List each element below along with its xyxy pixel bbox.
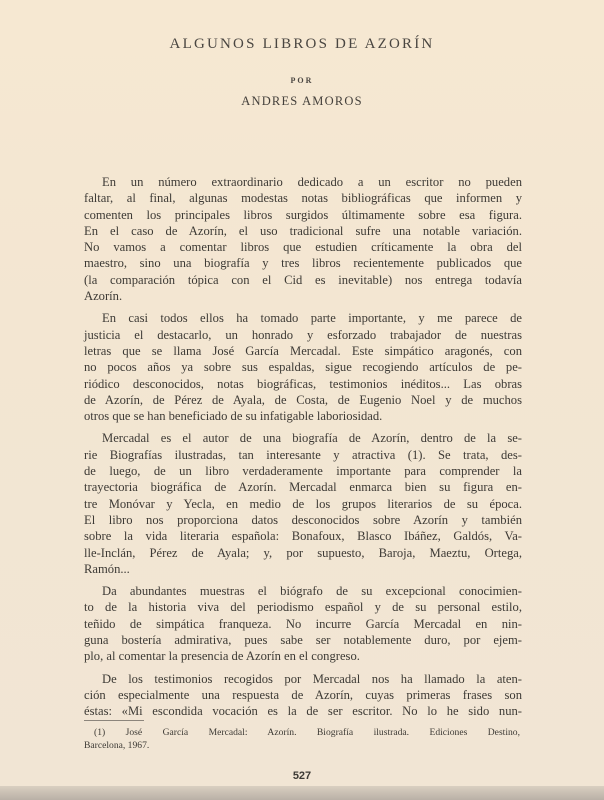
paragraph	[84, 174, 522, 304]
article-body	[84, 174, 522, 726]
text-line: trayectoria biográfica de Azorín. Mercadal enmarca bien su figura en-	[84, 480, 522, 495]
text-line: letras que se llama José García Mercadal. Este simpático aragonés, con	[84, 343, 522, 358]
author-name: ANDRES AMOROS	[241, 94, 363, 108]
text-line: En un número extraordinario dedicado a un escritor no pueden	[102, 175, 522, 189]
text-line: faltar, al final, algunas modestas notas bibliográficas que informen y	[84, 191, 522, 206]
text-line: guna bostería admirativa, pues sabe ser notablemente duro, por ejem-	[84, 633, 522, 648]
text-line: En casi todos ellos ha tomado parte importante, y me parece de	[102, 311, 522, 326]
footnote-line: Barcelona, 1967.	[84, 739, 150, 751]
text-line: éstas: «Mi escondida vocación es la de ser escritor. No lo he sido nun-	[84, 704, 522, 719]
text-line: sobre la vida literaria española: Bonafoux, Blasco Ibáñez, Galdós, Va-	[84, 529, 522, 544]
text-line: De los testimonios recogidos por Mercadal nos ha llamado la aten-	[102, 671, 522, 686]
text-line: lle-Inclán, Pérez de Ayala; y, por supuesto, Baroja, Maeztu, Ortega,	[84, 545, 522, 560]
byline-por: POR	[290, 76, 314, 85]
paragraph	[84, 671, 522, 720]
text-line: Mercadal es el autor de una biografía de Azorín, dentro de la se-	[102, 431, 522, 446]
text-line: otros que se han beneficiado de su infatigable laboriosidad.	[84, 409, 383, 424]
text-line: no pocos años ya sobre sus espaldas, sigue recogiendo artículos de pe-	[84, 360, 522, 375]
text-line: ción especialmente una respuesta de Azorín, cuyas primeras frases son	[84, 687, 522, 702]
text-line: plo, al comentar la presencia de Azorín en el congreso.	[84, 649, 360, 664]
paragraph	[84, 430, 522, 577]
paragraph	[84, 583, 522, 664]
text-line: (la comparación tópica con el Cid es inevitable) nos entrega todavía	[84, 272, 522, 287]
text-line: tre Monóvar y Yecla, en medio de los grupos literarios de su época.	[84, 496, 522, 511]
text-line: rie Biografías ilustradas, tan interesante y atractiva (1). Se trata, des-	[84, 447, 522, 462]
footnote-rule	[84, 720, 144, 721]
text-line: teñido de simpática franqueza. No incurre García Mercadal en nin-	[84, 616, 522, 631]
text-line: No vamos a comentar libros que estudien críticamente la obra del	[84, 240, 522, 255]
text-line: de luego, de un libro verdaderamente importante para comprender la	[84, 464, 522, 479]
text-line: Ramón...	[84, 561, 130, 576]
text-line: En el caso de Azorín, el uso tradicional sufre una notable variación.	[84, 223, 522, 238]
text-line: justicia el destacarlo, un honrado y esforzado trabajador de nuestras	[84, 327, 522, 342]
text-line: Azorín.	[84, 289, 123, 304]
text-line: maestro, sino una biografía y tres libros recientemente publicados que	[84, 256, 522, 271]
footnote-line: (1) José García Mercadal: Azorín. Biografía ilustrada. Ediciones Destino,	[94, 727, 520, 738]
article-title: ALGUNOS LIBROS DE AZORÍN	[169, 36, 435, 52]
text-line: riódico desconocidos, notas biográficas, testimonios inéditos... Las obras	[84, 376, 522, 391]
page-number: 527	[292, 770, 312, 782]
text-line: de Azorín, de Pérez de Ayala, de Costa, de Eugenio Noel y de muchos	[84, 392, 522, 407]
footnote	[84, 727, 520, 752]
text-line: El libro nos proporciona datos desconocidos sobre Azorín y también	[84, 512, 522, 527]
page-bottom-edge	[0, 786, 604, 800]
text-line: to de la historia viva del periodismo español y de su personal estilo,	[84, 600, 522, 615]
paragraph	[84, 310, 522, 424]
text-line: Da abundantes muestras el biógrafo de su excepcional conocimien-	[102, 584, 522, 599]
text-line: comenten los principales libros surgidos últimamente sobre esa figura.	[84, 207, 522, 222]
